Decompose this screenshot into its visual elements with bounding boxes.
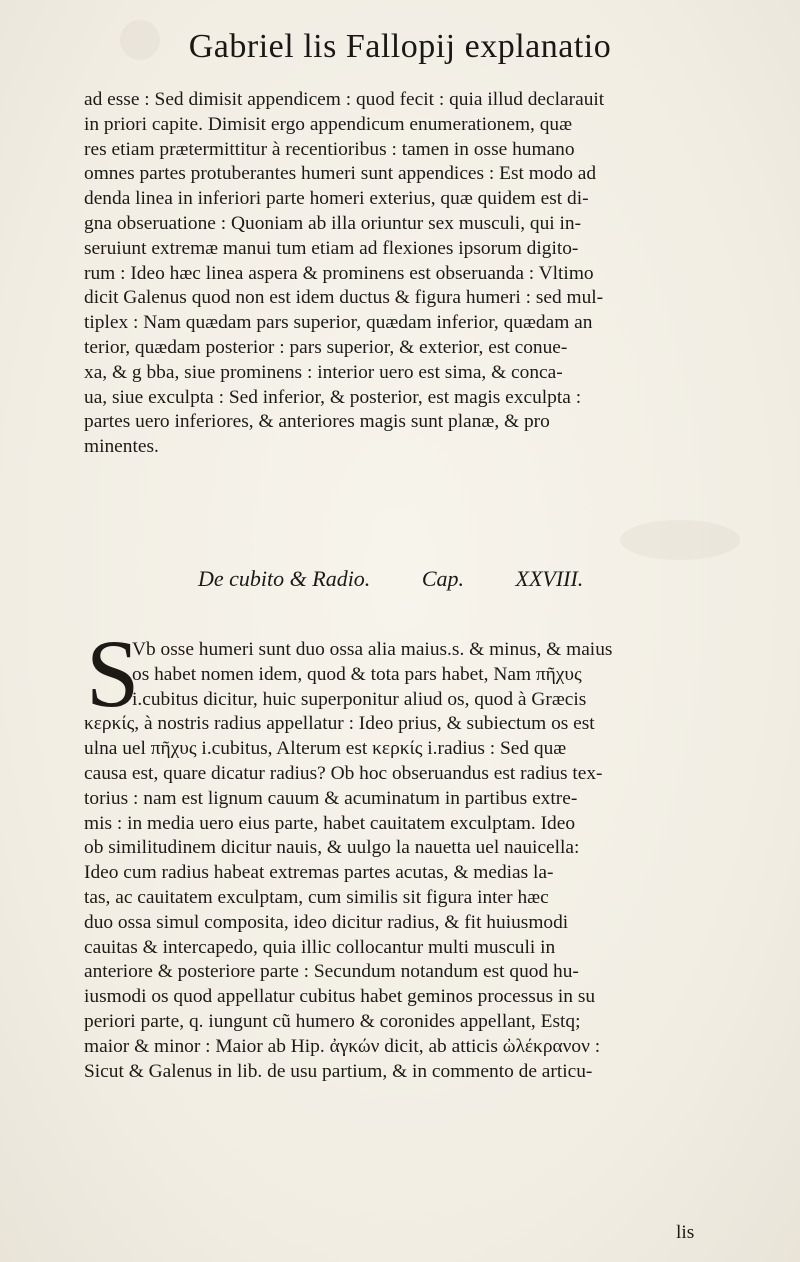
paragraph-1 xyxy=(84,88,764,460)
text-line: tiplex : Nam quædam pars superior, quædam inferior, quædam an xyxy=(84,312,593,334)
text-line: iusmodi os quod appellatur cubitus habet geminos processus in su xyxy=(84,986,596,1008)
text-line: omnes partes protuberantes humeri sunt appendices : Est modo ad xyxy=(84,163,597,185)
text-line: rum : Ideo hæc linea aspera & prominens est obseruanda : Vltimo xyxy=(84,262,594,284)
chapter-heading xyxy=(198,566,758,592)
text-line: ob similitudinem dicitur nauis, & uulgo la nauetta uel nauicella: xyxy=(84,837,580,859)
paragraph-2 xyxy=(84,638,764,1084)
chapter-title: De cubito & Radio. xyxy=(198,566,371,591)
text-line: duo ossa simul composita, ideo dicitur radius, & fit huiusmodi xyxy=(84,911,569,933)
text-line: ua, siue exculpta : Sed inferior, & posterior, est magis exculpta : xyxy=(84,386,582,408)
text-line: maior & minor : Maior ab Hip. ἀγκών dicit, ab atticis ὠλέκρανον : xyxy=(84,1035,601,1057)
text-line: κερκίς, à nostris radius appellatur : Ideo prius, & subiectum os est xyxy=(84,713,595,735)
text-line: i.cubitus dicitur, huic superponitur aliud os, quod à Græcis xyxy=(132,688,587,710)
text-line: res etiam prætermittitur à recentioribus : tamen in osse humano xyxy=(84,138,575,160)
text-line: ad esse : Sed dimisit appendicem : quod fecit : quia illud declarauit xyxy=(84,89,605,110)
text-line: Sicut & Galenus in lib. de usu partium, & in commento de articu- xyxy=(84,1060,593,1082)
text-line: ulna uel πῆχυς i.cubitus, Alterum est κερκίς i.radius : Sed quæ xyxy=(84,738,567,760)
text-line: cauitas & intercapedo, quia illic collocantur multi musculi in xyxy=(84,936,556,958)
text-line: partes uero inferiores, & anteriores magis sunt planæ, & pro xyxy=(84,411,550,433)
running-head: Gabriel lis Fallopij explanatio xyxy=(188,28,612,65)
text-line: in priori capite. Dimisit ergo appendicum enumerationem, quæ xyxy=(84,113,573,135)
text-line: tas, ac cauitatem exculptam, cum similis sit figura inter hæc xyxy=(84,886,549,908)
drop-cap: S xyxy=(86,620,140,727)
paper-stain xyxy=(620,520,740,560)
text-line: gna obseruatione : Quoniam ab illa oriuntur sex musculi, qui in- xyxy=(84,212,582,234)
text-line: Vb osse humeri sunt duo ossa alia maius.s. & minus, & maius xyxy=(132,639,613,660)
chapter-label: Cap. xyxy=(421,566,464,591)
catchword: lis xyxy=(676,1222,695,1243)
text-line: denda linea in inferiori parte homeri exterius, quæ quidem est di- xyxy=(84,188,589,210)
text-line: mis : in media uero eius parte, habet cauitatem exculptam. Ideo xyxy=(84,812,576,834)
text-line: periori parte, q. iungunt cũ humero & coronides appellant, Estq; xyxy=(84,1010,581,1032)
text-line: causa est, quare dicatur radius? Ob hoc obseruandus est radius tex- xyxy=(84,762,603,784)
text-line: seruiunt extremæ manui tum etiam ad flexiones ipsorum digito- xyxy=(84,237,579,259)
text-line: dicit Galenus quod non est idem ductus & figura humeri : sed mul- xyxy=(84,287,604,309)
text-line: terior, quædam posterior : pars superior, & exterior, est conue- xyxy=(84,336,568,358)
text-line: anteriore & posteriore parte : Secundum notandum est quod hu- xyxy=(84,961,579,983)
text-line: torius : nam est lignum cauum & acuminatum in partibus extre- xyxy=(84,787,578,809)
text-line: Ideo cum radius habeat extremas partes acutas, & medias la- xyxy=(84,862,554,884)
text-line: os habet nomen idem, quod & tota pars habet, Nam πῆχυς xyxy=(132,663,582,685)
chapter-number: XXVIII. xyxy=(515,566,584,591)
text-line: minentes. xyxy=(84,436,159,458)
text-line: xa, & g bba, siue prominens : interior uero est sima, & conca- xyxy=(84,361,563,383)
